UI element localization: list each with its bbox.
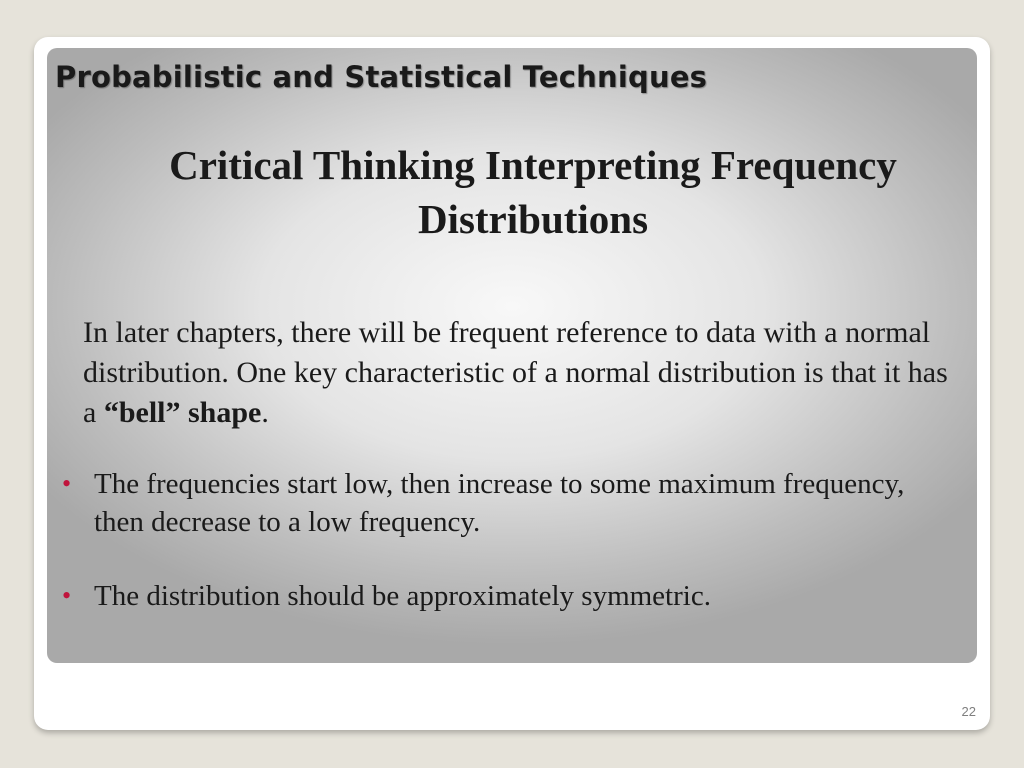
- slide-title: Critical Thinking Interpreting Frequency Distributions: [169, 142, 897, 242]
- bullet-list: [62, 465, 932, 615]
- bullet-text: The frequencies start low, then increase to some maximum frequency, then decrease to a low frequency.: [94, 468, 905, 538]
- slide-header: Probabilistic and Statistical Techniques: [55, 60, 708, 94]
- bullet-text: The distribution should be approximately symmetric.: [94, 580, 711, 612]
- intro-end: .: [261, 396, 269, 429]
- bullet-icon: •: [62, 581, 72, 610]
- bullet-item: [62, 465, 932, 541]
- bullet-item: [62, 577, 932, 615]
- intro-text: In later chapters, there will be frequent reference to data with a normal distribution. One key characteristic of a normal distribution is that it has a: [83, 316, 948, 429]
- intro-paragraph: [83, 313, 953, 433]
- bell-shape-emphasis: “bell” shape: [103, 396, 262, 429]
- page-number: 22: [961, 704, 976, 719]
- bullet-icon: •: [62, 469, 72, 498]
